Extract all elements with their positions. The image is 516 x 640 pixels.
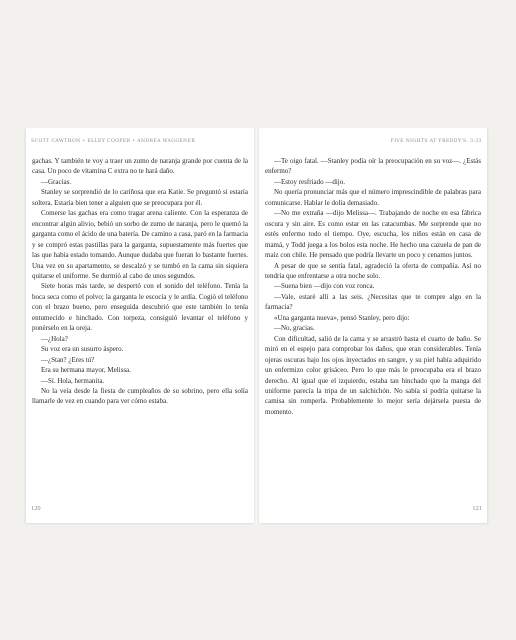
- paragraph: —No, gracias.: [274, 324, 315, 333]
- paragraph: Comerse las gachas era como tragar arena caliente. Con la esperanza de encontrar algún alivio, bebió un sorbo de zumo de naranja, pero le quemó la garganta como el ácido de una batería. De camino a casa, paró en la farmacia y se compró estas pastillas para la garganta, supuestamente más fuertes que las que había estado tomando. Aunque dudaba que fueran lo bastante fuertes. Una vez en su apartamento, se descalzó y se tumbó en la cama sin siquiera quitarse el uniforme. Se durmió al cabo de unos segundos.: [32, 209, 248, 280]
- paragraph: —Suena bien —dijo con voz ronca.: [274, 282, 375, 291]
- paragraph: Era su hermana mayor, Melissa.: [41, 366, 131, 375]
- paragraph: —Gracias.: [41, 177, 72, 186]
- right-page: [259, 128, 487, 523]
- paragraph: —No me extraña —dijo Melissa—. Trabajando de noche en esa fábrica oscura y sin aire. Es como estar en las catacumbas. Me sorprende que no estés enfermo todo el tiempo. Oye, escucha, los niños están en casa de mamá, y Todd juega a los bolos esta noche. He hecho una cazuela de pan de maíz con chile. He pensado que podría llevarte un poco y cenamos juntos.: [265, 209, 481, 260]
- right-page-body: [265, 156, 481, 417]
- paragraph: Stanley se sorprendió de lo cariñosa que era Katie. Se preguntó si estaría soltera. Estaría bien tener a alguien que se preocupara por él.: [32, 188, 248, 207]
- left-page-body: [32, 156, 248, 407]
- paragraph: «Una garganta nueva», pensó Stanley, pero dijo:: [274, 313, 410, 322]
- right-page-number: 121: [472, 505, 482, 512]
- paragraph: —¿Hola?: [41, 334, 68, 343]
- paragraph: A pesar de que se sentía fatal, agradeció la oferta de compañía. Así no tendría que enfrentarse a otra noche solo.: [265, 261, 481, 280]
- paragraph: No la veía desde la fiesta de cumpleaños de su sobrino, pero ella solía llamarle de vez en cuando para ver cómo estaba.: [32, 386, 248, 406]
- paragraph: Siete horas más tarde, se despertó con el sonido del teléfono. Tenía la boca seca como el polvo; la garganta le escocía y le ardía. Cogió el teléfono con el brazo bueno, pero enseguida descubrió que este también lo tenía entumecido e hinchado. Con torpeza, consiguió levantar el teléfono y ponérselo en la oreja.: [32, 282, 248, 333]
- left-running-header: SCOTT CAWTHON • ELLEY COOPER • ANDREA WAGGENER: [31, 139, 196, 144]
- right-running-header: FIVE NIGHTS AT FREDDY'S. 3:33: [390, 139, 482, 144]
- paragraph: —Te oigo fatal. —Stanley podía oír la preocupación en su voz—. ¿Estás enfermo?: [265, 157, 481, 176]
- paragraph: Con dificultad, salió de la cama y se arrastró hasta el cuarto de baño. Se miró en el espejo para comprobar los daños, que eran considerables. Tenía ojeras oscuras bajo los ojos inyectados en sangre, y su piel había adquirido un enfermizo color grisáceo. Pero lo que más le preocupaba era el brazo derecho. Al igual que el izquierdo, estaba tan hinchado que la manga del uniforme parecía la tripa de un salchichón. No sabía si podría quitarse la camisa sin romperla. Probablemente lo mejor sería dejársela puesta de momento.: [265, 334, 481, 416]
- paragraph: Su voz era un susurro áspero.: [41, 345, 124, 354]
- left-page-number: 120: [31, 505, 41, 512]
- paragraph: —Vale, estaré allí a las seis. ¿Necesitas que te compre algo en la farmacia?: [265, 292, 481, 312]
- paragraph: —Estoy resfriado —dijo.: [274, 177, 345, 186]
- paragraph: gachas. Y también te voy a traer un zumo de naranja grande por cuenta de la casa. Un poco de vitamina C extra no te hará daño.: [32, 157, 248, 176]
- paragraph: No quería pronunciar más que el número imprescindible de palabras para comunicarse. Hablar le dolía demasiado.: [265, 188, 481, 207]
- left-page: [26, 128, 254, 523]
- paragraph: —Sí. Hola, hermanita.: [41, 376, 105, 385]
- paragraph: —¿Stan? ¿Eres tú?: [41, 355, 95, 364]
